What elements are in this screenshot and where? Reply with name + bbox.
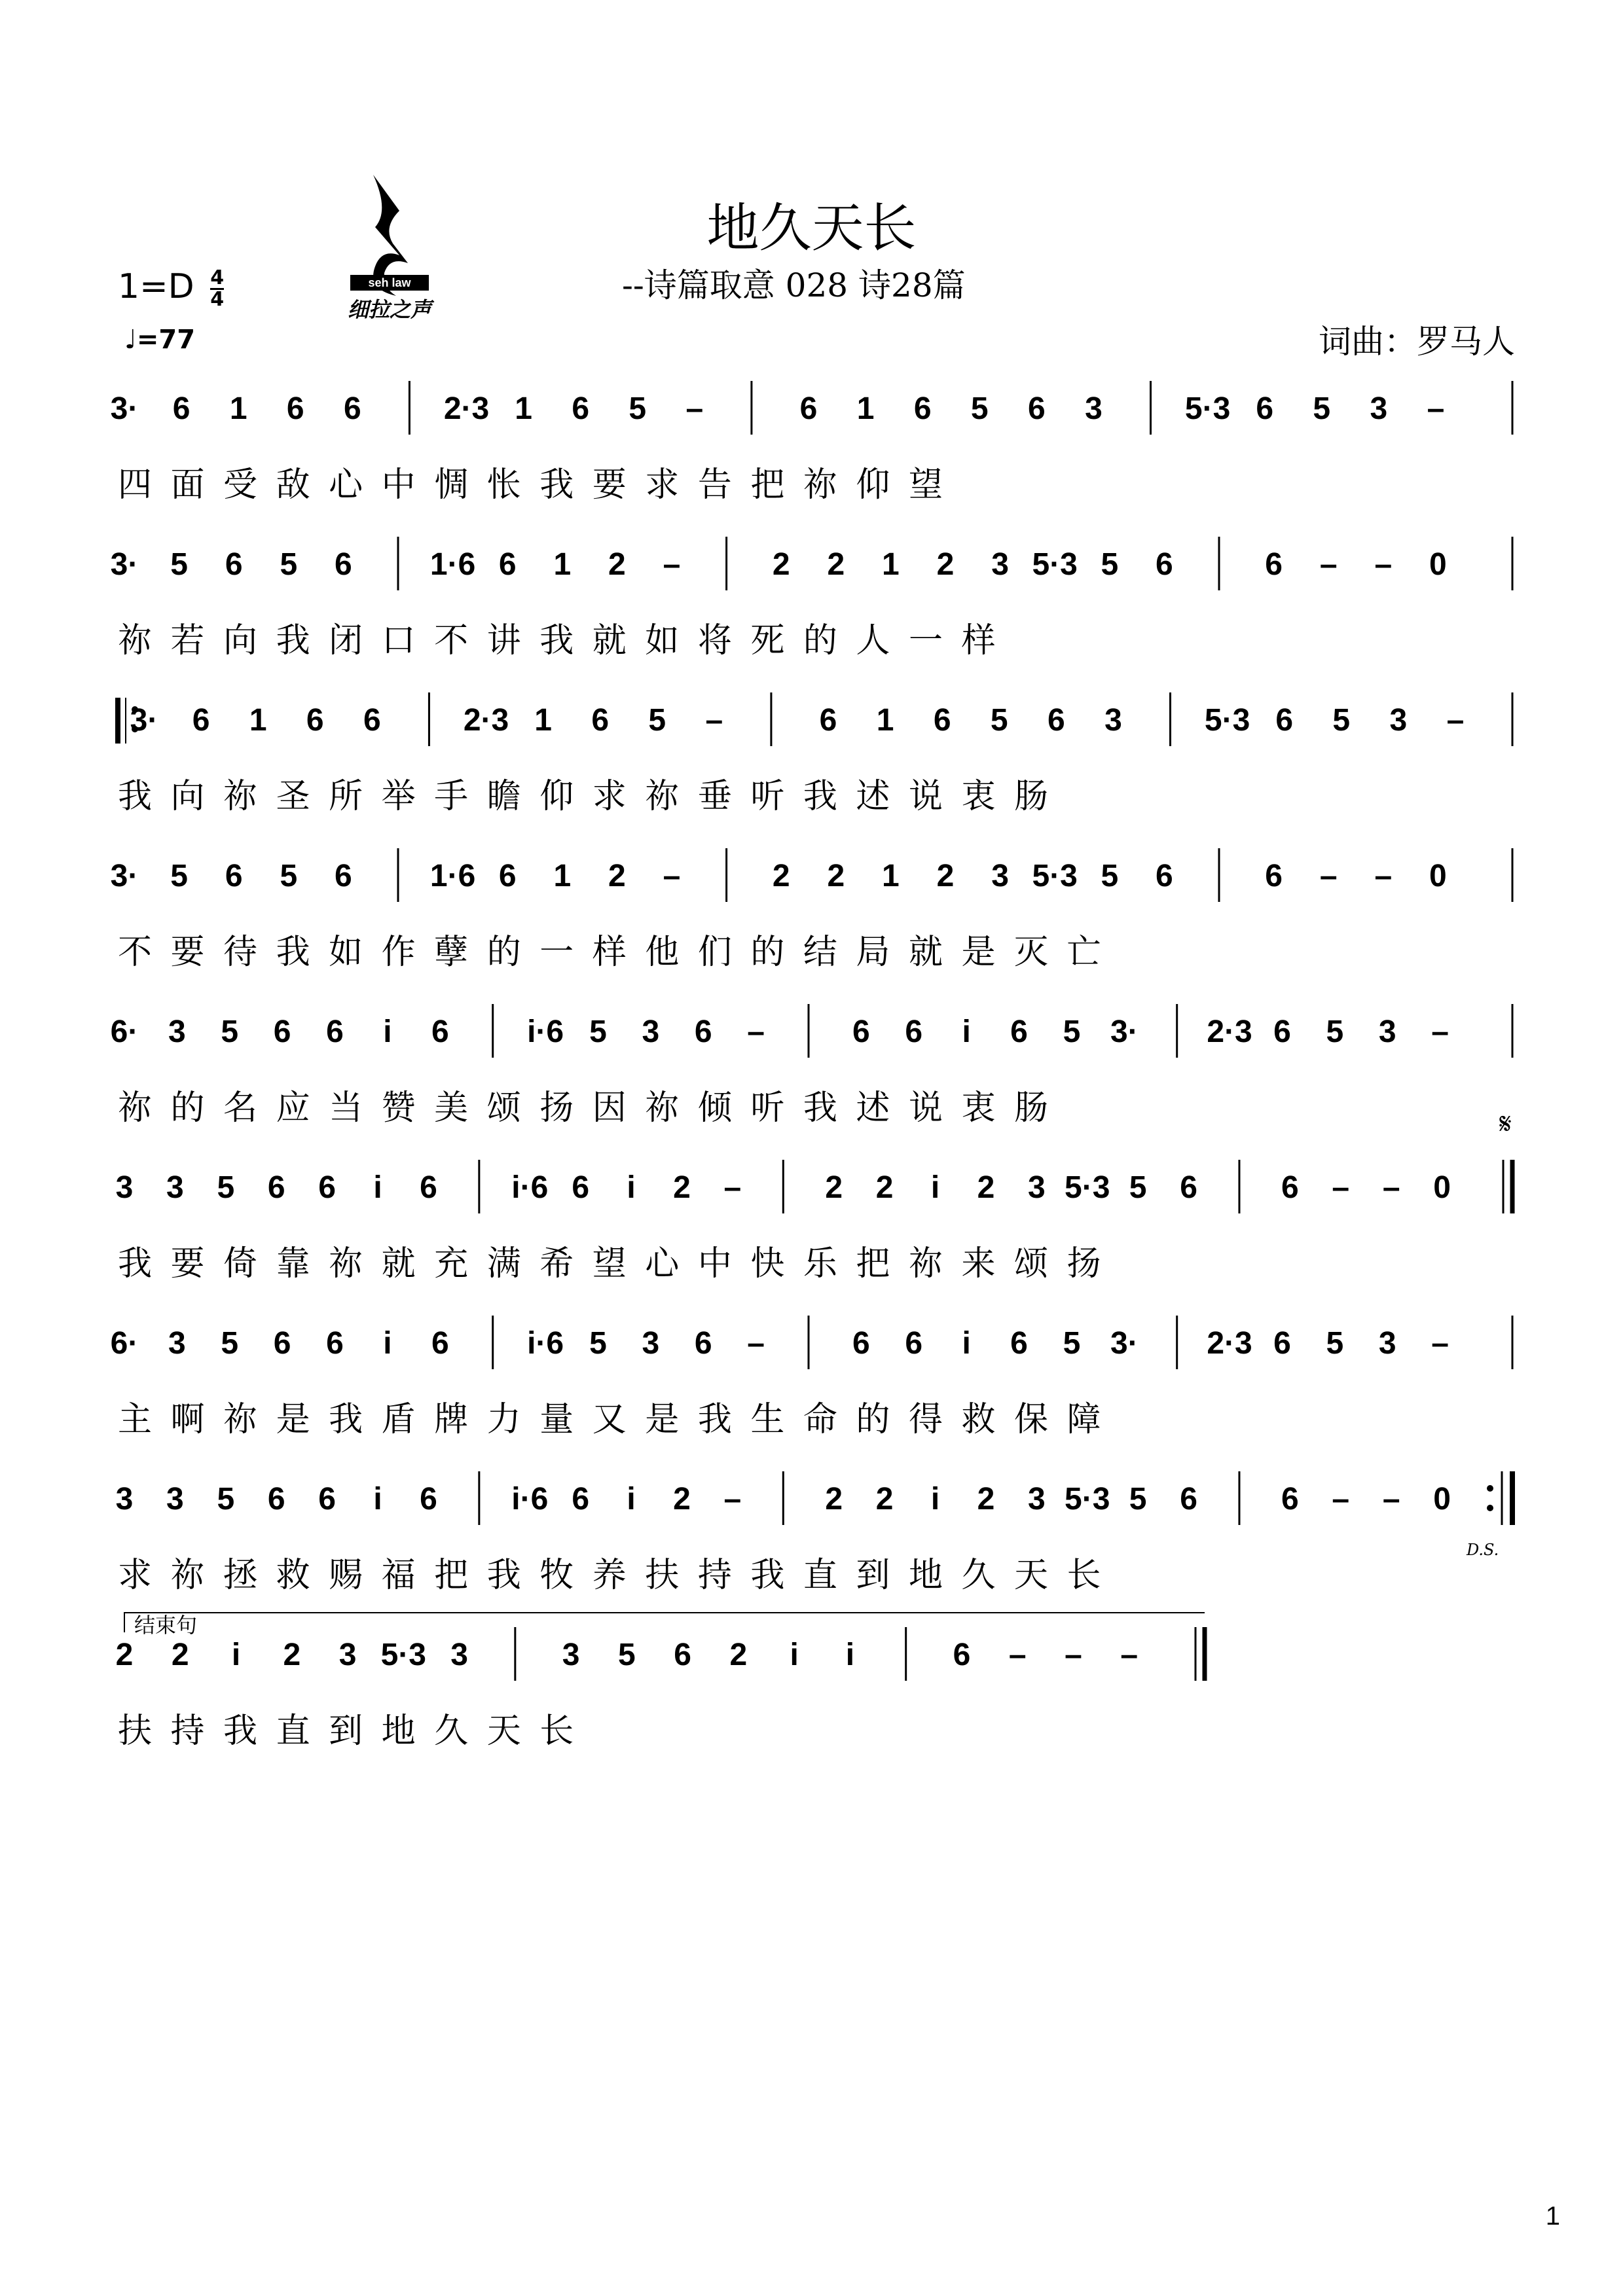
lyrics-line: 扶 持 我 直 到 地 久 天 长	[118, 1712, 578, 1751]
note: 6	[1273, 1326, 1291, 1361]
note: 6	[1281, 1170, 1299, 1205]
note: 5·3	[1032, 547, 1078, 582]
note: –	[747, 1014, 765, 1049]
note: 3·	[110, 547, 139, 582]
note: 3·	[1110, 1326, 1139, 1361]
note: 6	[431, 1014, 449, 1049]
repeat-dot	[1487, 1485, 1493, 1492]
note: 5	[1063, 1014, 1081, 1049]
note: 1	[882, 859, 900, 893]
note: –	[723, 1170, 742, 1205]
note: 6	[225, 547, 243, 582]
note: i	[930, 1482, 940, 1516]
note: 1·6	[429, 547, 476, 582]
note: 6	[420, 1170, 437, 1205]
note: 6	[363, 703, 381, 738]
note: 1	[249, 703, 267, 738]
note: –	[1374, 547, 1393, 582]
note: 5	[589, 1014, 607, 1049]
note: 5·3	[1184, 391, 1231, 426]
note: 1	[553, 547, 572, 582]
note: 6	[273, 1326, 291, 1361]
key-label: 1=D	[118, 267, 194, 306]
note: 5	[1313, 391, 1331, 426]
note: 2	[608, 547, 626, 582]
note: 6	[192, 703, 210, 738]
note: 6	[306, 703, 324, 738]
note: 2	[825, 1482, 843, 1516]
lyrics-line: 我 向 祢 圣 所 举 手 瞻 仰 求 祢 垂 听 我 述 说 衷 肠	[118, 777, 1052, 816]
song-subtitle: --诗篇取意 028 诗28篇	[622, 266, 966, 304]
note: 5	[221, 1014, 239, 1049]
note: 5	[970, 391, 989, 426]
note: 2	[825, 1170, 843, 1205]
note: 3	[991, 859, 1009, 893]
note: 6	[267, 1170, 285, 1205]
note: 6	[498, 547, 517, 582]
note: 2	[875, 1170, 894, 1205]
lyrics-line: 求 祢 拯 救 赐 福 把 我 牧 养 扶 持 我 直 到 地 久 天 长	[118, 1556, 1105, 1595]
segno-mark: 𝄋	[1499, 1107, 1512, 1141]
note: –	[1431, 1014, 1449, 1049]
note: 3	[1378, 1014, 1396, 1049]
note: 0	[1429, 859, 1447, 893]
note: 5	[217, 1170, 235, 1205]
note: 6	[852, 1326, 870, 1361]
note: 2	[608, 859, 626, 893]
time-top: 4	[210, 266, 225, 289]
note: 6	[572, 391, 590, 426]
note: 5	[1129, 1482, 1147, 1516]
note: 6	[1265, 859, 1283, 893]
note: 2·3	[1207, 1326, 1252, 1361]
note: 6	[1010, 1014, 1028, 1049]
note: 6	[267, 1482, 285, 1516]
note: 6	[326, 1326, 344, 1361]
coda-bracket	[124, 1613, 1205, 1632]
note: 2	[673, 1482, 691, 1516]
note: 0	[1433, 1482, 1451, 1516]
note: 3	[642, 1326, 660, 1361]
note: i	[845, 1638, 855, 1672]
note: 6	[674, 1638, 691, 1672]
note: 6	[273, 1014, 291, 1049]
note: 5·3	[1065, 1170, 1110, 1205]
note: 5	[629, 391, 647, 426]
note: 2	[936, 547, 955, 582]
note: 3	[166, 1482, 184, 1516]
note: i	[383, 1014, 392, 1049]
note: 3	[1389, 703, 1408, 738]
note: 3	[1085, 391, 1103, 426]
note: 5·3	[380, 1638, 427, 1672]
note: 6	[1180, 1170, 1197, 1205]
note: 2	[977, 1482, 995, 1516]
note: 5	[170, 547, 188, 582]
note: 2	[772, 547, 790, 582]
note: 2	[936, 859, 955, 893]
lyrics-line: 我 要 倚 靠 祢 就 充 满 希 望 心 中 快 乐 把 祢 来 颂 扬	[118, 1244, 1105, 1283]
note: –	[1008, 1638, 1027, 1672]
note: 6	[225, 859, 243, 893]
note: 6	[799, 391, 818, 426]
note: 1	[882, 547, 900, 582]
note: 3	[1370, 391, 1388, 426]
note: 6	[343, 391, 361, 426]
note: –	[1332, 1170, 1350, 1205]
repeat-dot	[1487, 1505, 1493, 1511]
note: 6	[1010, 1326, 1028, 1361]
note: 6	[591, 703, 610, 738]
note: 6	[694, 1014, 712, 1049]
note: 6	[1256, 391, 1274, 426]
note: 6	[1281, 1482, 1299, 1516]
note: 2	[772, 859, 790, 893]
time-bottom: 4	[210, 287, 225, 311]
note: 3	[168, 1014, 186, 1049]
note: 5	[1101, 859, 1119, 893]
note: 6	[572, 1170, 590, 1205]
note: 5	[1332, 703, 1351, 738]
note: –	[1065, 1638, 1082, 1672]
note: 6	[1273, 1014, 1291, 1049]
note: i	[962, 1326, 971, 1361]
note: 2	[827, 547, 845, 582]
note: 2	[827, 859, 845, 893]
note: 6	[318, 1170, 336, 1205]
note: 3·	[110, 391, 139, 426]
note: 6	[1027, 391, 1046, 426]
page-number: 1	[1545, 2202, 1560, 2231]
note: i	[790, 1638, 799, 1672]
note: –	[1382, 1170, 1400, 1205]
note: 1	[876, 703, 894, 738]
note: 2·3	[463, 703, 509, 738]
note: 6	[905, 1326, 923, 1361]
note: 5	[280, 859, 298, 893]
note: –	[1382, 1482, 1400, 1516]
note: 5	[618, 1638, 636, 1672]
note: 2	[115, 1638, 134, 1672]
note: i·6	[527, 1326, 564, 1361]
note: 3	[991, 547, 1009, 582]
note: 6	[933, 703, 951, 738]
note: 6	[819, 703, 837, 738]
note: –	[1431, 1326, 1449, 1361]
note: 5	[1063, 1326, 1081, 1361]
note: 6	[1275, 703, 1294, 738]
note: 5·3	[1065, 1482, 1110, 1516]
note: i·6	[511, 1170, 549, 1205]
note: 2	[729, 1638, 748, 1672]
note: 6	[1180, 1482, 1197, 1516]
note: 1	[515, 391, 532, 426]
note: i	[627, 1482, 636, 1516]
note: 3	[450, 1638, 468, 1672]
note: –	[1120, 1638, 1139, 1672]
note: i	[627, 1170, 636, 1205]
note: 6·	[110, 1014, 139, 1049]
note: –	[723, 1482, 742, 1516]
note: 6	[572, 1482, 590, 1516]
note: 6	[905, 1014, 923, 1049]
note: 6	[852, 1014, 870, 1049]
note: 1·6	[429, 859, 476, 893]
note: 6	[335, 859, 352, 893]
note: 6	[1047, 703, 1065, 738]
note: i	[383, 1326, 392, 1361]
note: 3·	[1110, 1014, 1139, 1049]
note: 1	[534, 703, 552, 738]
note: 2·3	[443, 391, 490, 426]
note: 2	[977, 1170, 995, 1205]
note: 2	[673, 1170, 691, 1205]
ds-mark: D.S.	[1467, 1541, 1499, 1559]
note: 6	[420, 1482, 437, 1516]
lyrics-line: 祢 的 名 应 当 赞 美 颂 扬 因 祢 倾 听 我 述 说 衷 肠	[118, 1088, 1052, 1128]
note: 1	[856, 391, 875, 426]
note: 6	[913, 391, 932, 426]
note: 5	[217, 1482, 235, 1516]
note: 6	[335, 547, 352, 582]
note: 3	[562, 1638, 580, 1672]
note: 3	[168, 1326, 186, 1361]
note: 6·	[110, 1326, 139, 1361]
note: 2	[283, 1638, 301, 1672]
note: 5	[170, 859, 188, 893]
note: 6	[318, 1482, 336, 1516]
note: 5	[1101, 547, 1119, 582]
note: 0	[1433, 1170, 1451, 1205]
note: i	[930, 1170, 940, 1205]
lyrics-line: 四 面 受 敌 心 中 惆 怅 我 要 求 告 把 祢 仰 望	[118, 465, 947, 505]
note: 5	[280, 547, 298, 582]
note: –	[747, 1326, 765, 1361]
note: 3	[1378, 1326, 1396, 1361]
note: 5	[1326, 1014, 1344, 1049]
note: 3	[115, 1170, 134, 1205]
note: 3	[115, 1482, 134, 1516]
note: 2	[875, 1482, 894, 1516]
note: 6	[431, 1326, 449, 1361]
note: –	[685, 391, 704, 426]
note: 3	[166, 1170, 184, 1205]
note: 1	[553, 859, 572, 893]
note: 3	[338, 1638, 357, 1672]
note: 6	[498, 859, 517, 893]
note: –	[1446, 703, 1465, 738]
composer-credit: 词曲：罗马人	[1319, 323, 1515, 361]
note: 6	[953, 1638, 971, 1672]
note: 6	[694, 1326, 712, 1361]
note: –	[1319, 859, 1338, 893]
svg-text:seh law: seh law	[368, 276, 411, 289]
note: –	[663, 859, 681, 893]
note: –	[1319, 547, 1338, 582]
note: 5	[221, 1326, 239, 1361]
note: i·6	[527, 1014, 564, 1049]
coda-label: 结束句	[134, 1613, 198, 1638]
note: 2·3	[1207, 1014, 1252, 1049]
note: 6	[286, 391, 304, 426]
note: 3	[642, 1014, 660, 1049]
note: 5	[648, 703, 666, 738]
lyrics-line: 不 要 待 我 如 作 孽 的 一 样 他 们 的 结 局 就 是 灭 亡	[118, 933, 1105, 972]
note: 3	[1027, 1170, 1046, 1205]
note: i·6	[511, 1482, 549, 1516]
note: 6	[172, 391, 191, 426]
note: 3	[1027, 1482, 1046, 1516]
note: 5	[589, 1326, 607, 1361]
note: –	[663, 547, 681, 582]
note: i	[962, 1014, 971, 1049]
note: 5	[990, 703, 1008, 738]
note: 5	[1129, 1170, 1147, 1205]
note: 5·3	[1204, 703, 1250, 738]
note: 6	[326, 1014, 344, 1049]
quarter-note-icon: ♩	[124, 325, 137, 355]
lyrics-line: 祢 若 向 我 闭 口 不 讲 我 就 如 将 死 的 人 一 样	[118, 621, 1000, 660]
note: 3·	[110, 859, 139, 893]
note: 3	[1104, 703, 1122, 738]
note: i	[373, 1482, 382, 1516]
note: 6	[1265, 547, 1283, 582]
note: –	[1332, 1482, 1350, 1516]
note: 6	[1156, 859, 1173, 893]
lyrics-line: 主 啊 祢 是 我 盾 牌 力 量 又 是 我 生 命 的 得 救 保 障	[118, 1400, 1105, 1439]
note: 3·	[130, 703, 158, 738]
svg-text:细拉之声: 细拉之声	[347, 297, 432, 322]
note: i	[231, 1638, 241, 1672]
note: –	[1374, 859, 1393, 893]
note: 0	[1429, 547, 1447, 582]
tempo-value: =77	[136, 325, 196, 355]
note: i	[373, 1170, 382, 1205]
note: 5·3	[1032, 859, 1078, 893]
song-title: 地久天长	[706, 198, 917, 259]
note: –	[705, 703, 723, 738]
note: 1	[229, 391, 247, 426]
note: 5	[1326, 1326, 1344, 1361]
note: 6	[1156, 547, 1173, 582]
note: –	[1427, 391, 1445, 426]
note: 2	[171, 1638, 189, 1672]
